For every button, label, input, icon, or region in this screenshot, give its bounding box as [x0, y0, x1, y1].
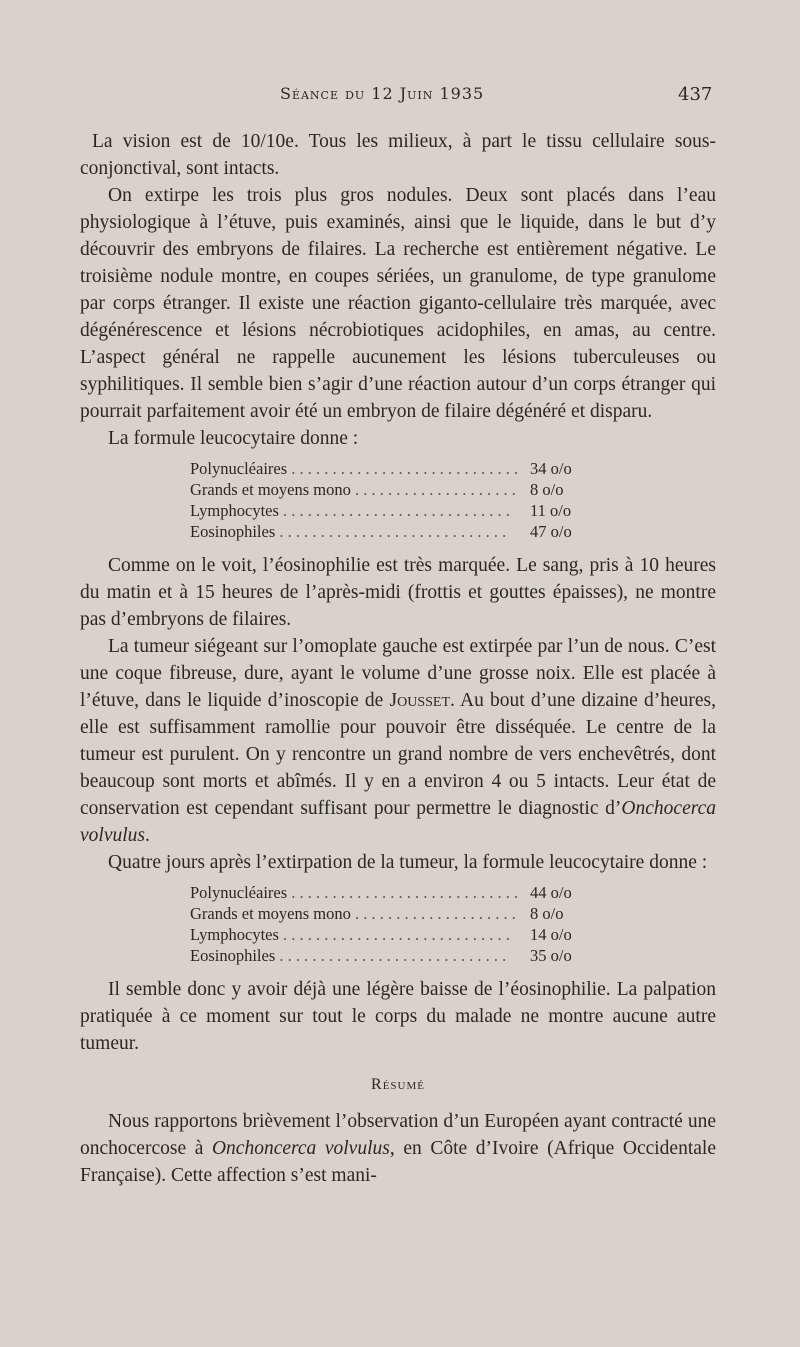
- paragraph-formula-intro-1: La formule leucocytaire donne :: [108, 428, 359, 449]
- row-value: 14 o/o: [520, 924, 610, 945]
- table-row: [190, 458, 610, 479]
- species-name: Onchocerca volvulus: [80, 798, 716, 846]
- tumor-text-start: La tumeur siégeant sur l’omoplate gauche est extirpée par l’un de nous. C’est une coque fibreuse, dure, ayant le volume d’une grosse noix. Elle est placée à l’étuve, dans le liquide d’inoscopie de: [80, 636, 716, 711]
- resume-species-name: Onchoncerca volvulus: [211, 1138, 390, 1159]
- table-row: [190, 903, 610, 924]
- row-value: 34 o/o: [520, 458, 610, 479]
- paragraph-eosinophilia: Comme on le voit, l’éosinophilie est très marquée. Le sang, pris à 10 heures du matin et à 15 heures de l’après-midi (frottis et gouttes épaisses), ne montre pas d’embryons de filaires.: [80, 555, 716, 630]
- row-value: 8 o/o: [520, 903, 610, 924]
- paragraph-tumor: [80, 633, 716, 849]
- page-number: 437: [678, 84, 713, 105]
- row-label: Lymphocytes . . .: [190, 500, 520, 521]
- row-label: Grands et moyens mono . . .: [190, 479, 520, 500]
- row-value: 11 o/o: [520, 500, 610, 521]
- table-row: [190, 500, 610, 521]
- paragraph-formula-intro-2: Quatre jours après l’extirpation de la tumeur, la formule leucocytaire donne :: [108, 852, 708, 873]
- row-value: 8 o/o: [520, 479, 610, 500]
- leukocyte-formula-table-1: [190, 458, 610, 542]
- leukocyte-formula-table-2: [190, 882, 610, 966]
- row-label: Polynucléaires . . .: [190, 882, 520, 903]
- resume-text-end: , en Côte d’Ivoire (Afrique Occidentale Française). Cette affection s’est mani-: [80, 1138, 716, 1186]
- table-row: [190, 924, 610, 945]
- row-value: 44 o/o: [520, 882, 610, 903]
- table-row: [190, 479, 610, 500]
- tumor-text-end: .: [144, 825, 150, 846]
- resume-text-start: Nous rapportons brièvement l’observation d’un Européen ayant contracté une onchocercose à: [80, 1111, 716, 1159]
- row-label: Eosinophiles . . .: [190, 521, 520, 542]
- paragraph-resume: [80, 1108, 716, 1189]
- row-value: 35 o/o: [520, 945, 610, 966]
- paragraph-extraction: On extirpe les trois plus gros nodules. Deux sont placés dans l’eau physiologique à l’étuve, puis examinés, ainsi que le liquide, dans le but d’y découvrir des embryons de filaires. La recherche est entièrement négative. Le troisième nodule montre, en coupes sériées, un granulome, de type granulome par corps étranger. Il existe une réaction giganto-cellulaire très marquée, avec dégénérescence et lésions nécrobiotiques acidophiles, en amas, au centre. L’aspect général ne rappelle aucunement les lésions tuberculeuses ou syphilitiques. Il semble bien s’agir d’une réaction autour d’un corps étranger qui pourrait parfaitement avoir été un embryon de filaire dégénéré et disparu.: [80, 185, 716, 422]
- page-header: [0, 84, 800, 108]
- running-head: Séance du 12 Juin 1935: [280, 84, 485, 103]
- row-label: Lymphocytes . . .: [190, 924, 520, 945]
- paragraph-vision: La vision est de 10/10e. Tous les milieux, à part le tissu cellulaire sous-conjonctival, sont intacts.: [80, 131, 716, 179]
- resume-heading: Résumé: [371, 1076, 425, 1093]
- table-row: [190, 945, 610, 966]
- row-value: 47 o/o: [520, 521, 610, 542]
- paragraph-conclusion: Il semble donc y avoir déjà une légère baisse de l’éosinophilie. La palpation pratiquée à ce moment sur tout le corps du malade ne montre aucune autre tumeur.: [80, 979, 716, 1054]
- page-body: [80, 128, 716, 1189]
- row-label: Eosinophiles . . .: [190, 945, 520, 966]
- table-row: [190, 521, 610, 542]
- row-label: Polynucléaires . . .: [190, 458, 520, 479]
- tumor-text-middle: . Au bout d’une dizaine d’heures, elle est suffisamment ramollie pour pouvoir être disséquée. Le centre de la tumeur est purulent. On y rencontre un grand nombre de vers enchevêtrés, dont beaucoup sont morts et abîmés. Il y en a environ 4 ou 5 intacts. Leur état de conservation est cependant suffisant pour permettre le diagnostic d’: [80, 690, 716, 819]
- table-row: [190, 882, 610, 903]
- row-label: Grands et moyens mono . . .: [190, 903, 520, 924]
- author-name: Jousset: [389, 690, 451, 711]
